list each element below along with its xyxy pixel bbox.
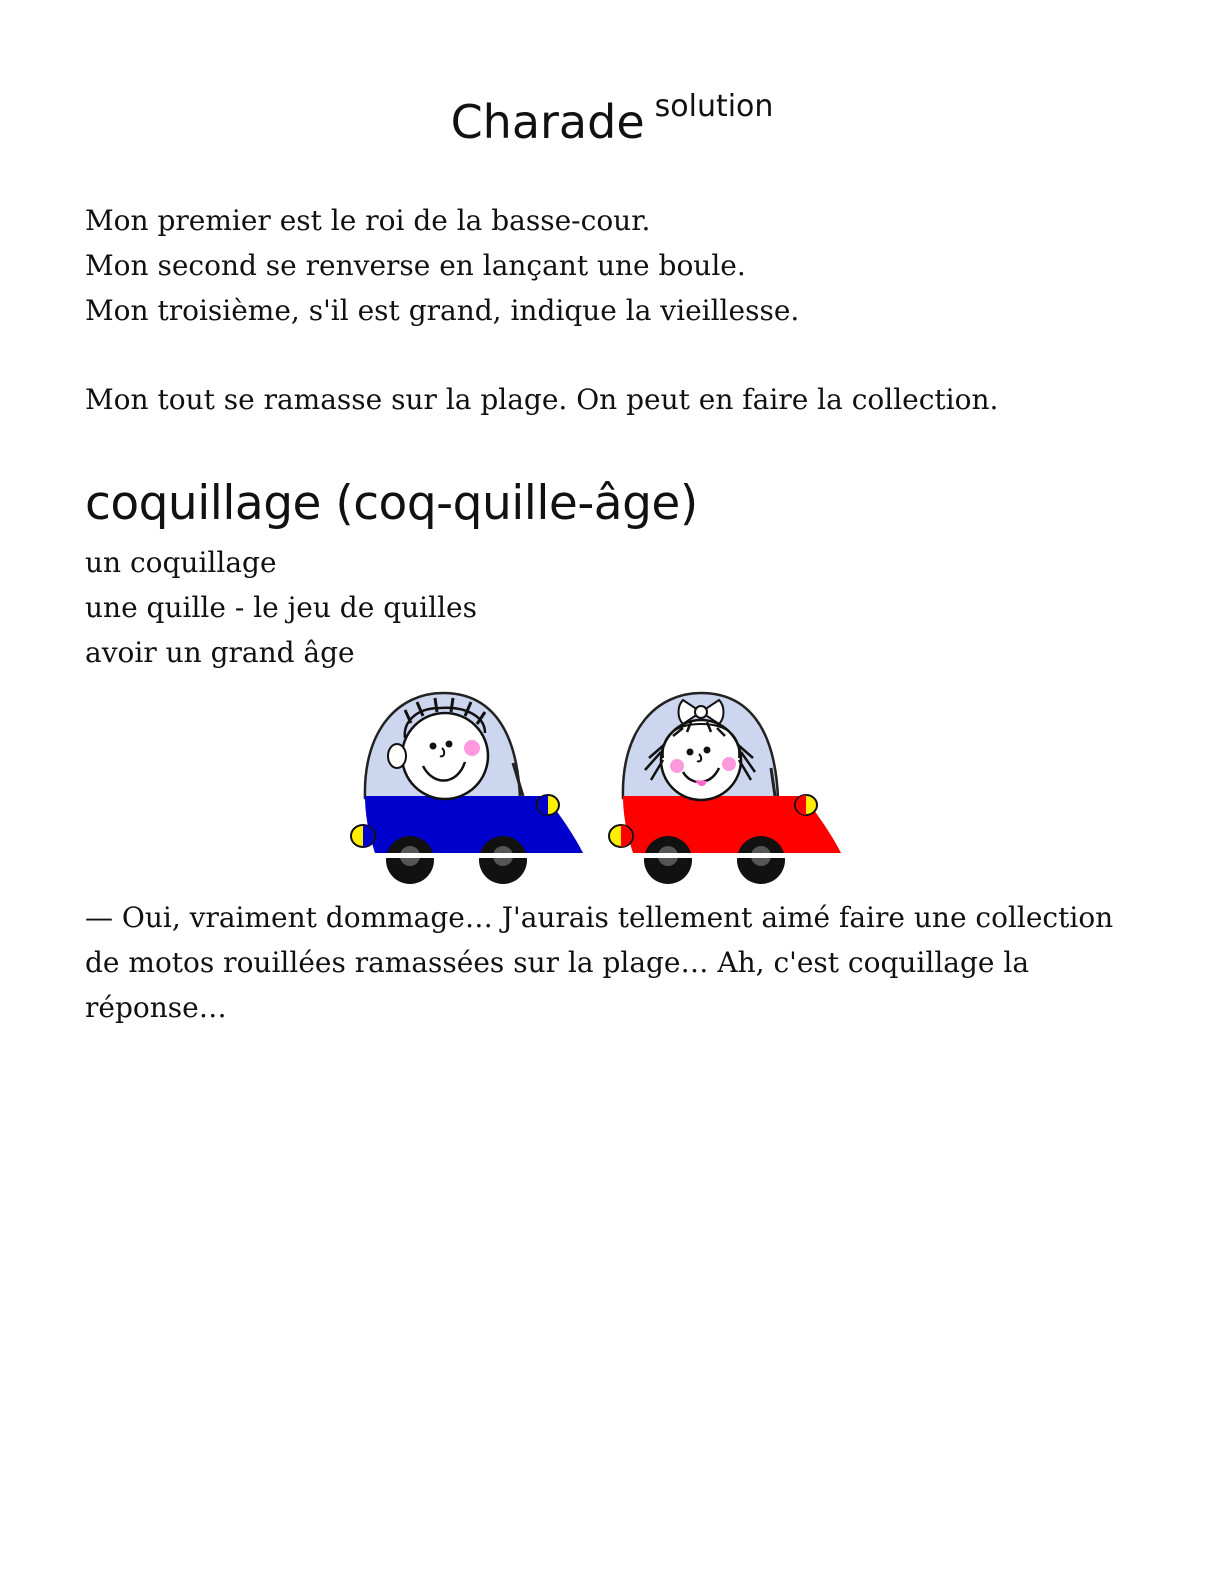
dialogue-paragraph: — Oui, vraiment dommage… J'aurais tellement aimé faire une collection de motos rouillées ramassées sur la plage… Ah, c'est coquillage la réponse… <box>85 901 1114 1024</box>
riddle-line-third: Mon troisième, s'il est grand, indique la vieillesse. <box>85 294 800 327</box>
riddle-line-second: Mon second se renverse en lançant une boule. <box>85 249 746 282</box>
girl-car-image <box>609 693 841 884</box>
example-line: avoir un grand âge <box>85 636 355 669</box>
title-text: Charade <box>450 95 645 149</box>
riddle-line-first: Mon premier est le roi de la basse-cour. <box>85 204 651 237</box>
paragraph-gap <box>85 333 1145 377</box>
riddle-text <box>85 198 1145 422</box>
riddle-conclusion: Mon tout se ramasse sur la plage. On peut en faire la collection. <box>85 383 999 416</box>
boy-car-image <box>351 693 583 884</box>
answer-examples <box>85 540 477 675</box>
answer-heading: coquillage (coq-quille-âge) <box>85 476 698 531</box>
example-line: un coquillage <box>85 546 277 579</box>
cars-illustration <box>345 688 850 888</box>
boy-face <box>402 713 488 799</box>
example-line: une quille - le jeu de quilles <box>85 591 477 624</box>
page-title <box>0 89 1224 159</box>
title-superscript: solution <box>654 89 774 124</box>
